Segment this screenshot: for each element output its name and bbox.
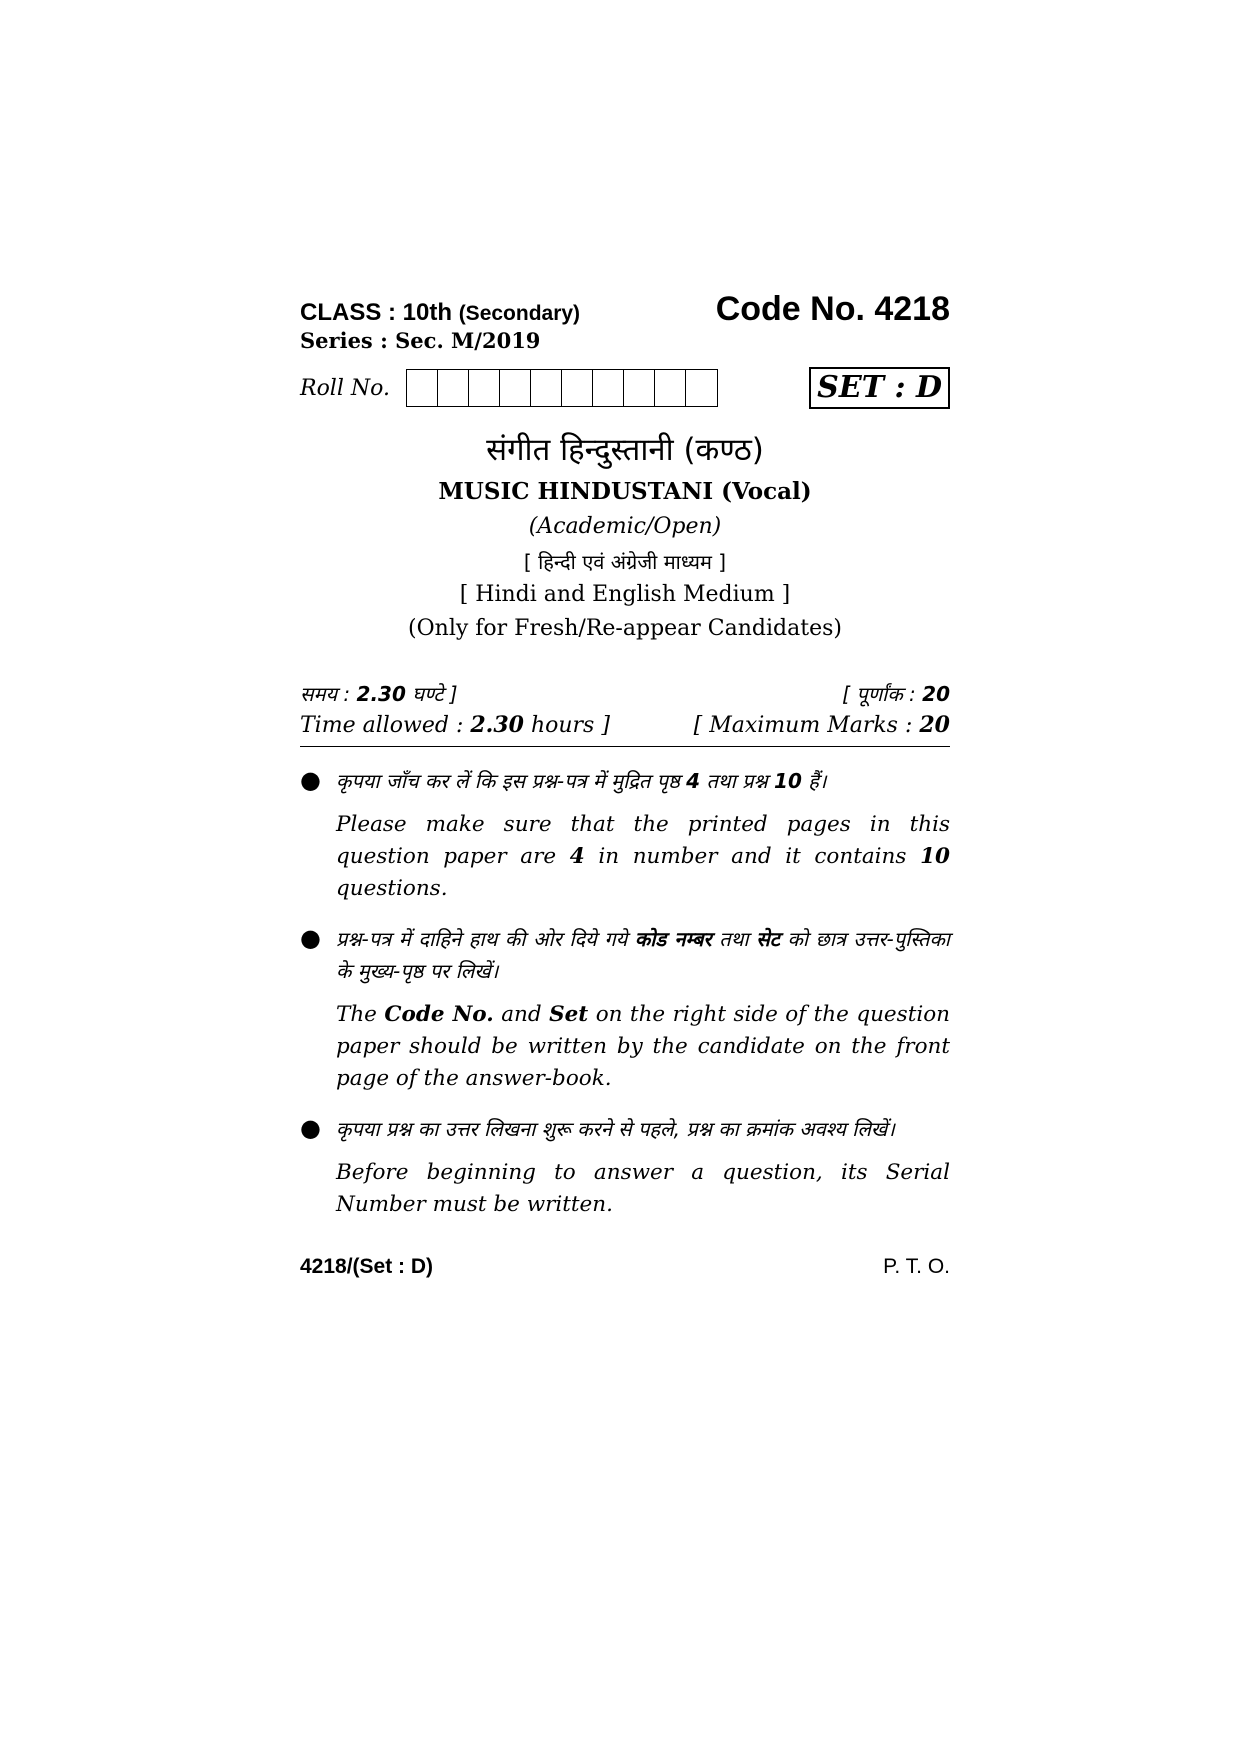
text-bold: 10 xyxy=(774,769,802,793)
roll-number-box xyxy=(655,370,686,406)
bullet-icon: ● xyxy=(300,1114,321,1142)
bullet-icon: ● xyxy=(300,924,321,952)
instruction-hindi: कृपया प्रश्न का उत्तर लिखना शुरू करने से पहले, प्रश्न का क्रमांक अवश्य लिखें। xyxy=(336,1117,895,1141)
text-part: प्रश्न-पत्र में दाहिने हाथ की ओर दिये गये xyxy=(336,927,635,951)
text-part: and xyxy=(493,1002,550,1027)
stream-label: (Academic/Open) xyxy=(528,514,722,539)
marks-prefix: [ Maximum Marks : xyxy=(693,713,920,738)
series-label: Series : Sec. M/2019 xyxy=(300,328,541,353)
roll-number-box xyxy=(624,370,655,406)
marks-english xyxy=(694,712,950,744)
class-label xyxy=(300,299,580,327)
text-bold: कोड नम्बर xyxy=(634,927,712,951)
text-bold: 4 xyxy=(686,769,701,793)
instruction-item xyxy=(300,923,950,1113)
roll-number-box xyxy=(593,370,624,406)
text-bold: सेट xyxy=(756,927,780,951)
exam-cover-page xyxy=(300,290,950,1279)
roll-number-box xyxy=(469,370,500,406)
code-number: Code No. 4218 xyxy=(715,290,950,328)
time-english xyxy=(300,712,610,744)
roll-number-box xyxy=(686,370,717,406)
roll-number-box xyxy=(531,370,562,406)
text-part: तथा प्रश्न xyxy=(700,769,775,793)
instruction-english xyxy=(336,999,950,1095)
set-badge: SET : D xyxy=(809,367,950,409)
time-hindi-suffix: घण्टे ] xyxy=(405,682,458,706)
time-row-hindi xyxy=(300,680,950,712)
roll-number-boxes xyxy=(406,369,718,407)
subject-title-hindi: संगीत हिन्दुस्तानी (कण्ठ) xyxy=(486,432,764,468)
instruction-hindi xyxy=(336,765,950,797)
text-part: questions. xyxy=(336,876,448,901)
text-bold: Set xyxy=(549,1002,589,1027)
class-text: CLASS : 10th xyxy=(300,299,453,326)
medium-hindi: [ हिन्दी एवं अंग्रेजी माध्यम ] xyxy=(523,550,727,574)
page-footer xyxy=(300,1255,950,1279)
marks-hindi-value: 20 xyxy=(922,682,950,706)
subject-title-english: MUSIC HINDUSTANI (Vocal) xyxy=(438,478,812,505)
roll-label: Roll No. xyxy=(300,375,390,401)
text-part: The xyxy=(336,1002,385,1027)
medium-english: [ Hindi and English Medium ] xyxy=(459,582,791,607)
footer-code: 4218/(Set : D) xyxy=(300,1255,434,1278)
time-prefix: Time allowed : xyxy=(300,713,471,738)
text-part: तथा xyxy=(711,927,757,951)
text-bold: Code No. xyxy=(384,1002,494,1027)
time-hindi-value: 2.30 xyxy=(356,682,406,706)
text-part: कृपया जाँच कर लें कि इस प्रश्न-पत्र में मुद्रित पृष्ठ xyxy=(336,769,687,793)
instruction-item xyxy=(300,1113,950,1239)
roll-number-group xyxy=(300,369,718,407)
instruction-text xyxy=(336,923,950,1113)
time-row-english xyxy=(300,712,950,744)
text-part: को छात्र उत्तर-पुस्तिका के मुख्य-पृष्ठ पर लिखें। xyxy=(336,927,950,983)
instruction-english: Before beginning to answer a question, its Serial Number must be written. xyxy=(336,1160,950,1217)
roll-number-box xyxy=(562,370,593,406)
candidates-note: (Only for Fresh/Re-appear Candidates) xyxy=(408,616,842,641)
instructions-list xyxy=(300,765,950,1239)
marks-hindi xyxy=(842,680,950,712)
text-part: in number and it contains xyxy=(584,844,921,869)
time-suffix: hours ] xyxy=(523,713,610,738)
marks-value: 20 xyxy=(919,712,950,738)
text-part: on the right side of the question paper should be written by the candidate on the front page of the answer-book. xyxy=(336,1002,950,1091)
time-hindi xyxy=(300,680,458,712)
roll-number-box xyxy=(407,370,438,406)
roll-row xyxy=(300,368,950,408)
time-hindi-prefix: समय : xyxy=(300,682,357,706)
roll-number-box xyxy=(438,370,469,406)
footer-pto: P. T. O. xyxy=(883,1255,950,1278)
marks-hindi-prefix: [ पूर्णांक : xyxy=(842,682,923,706)
instruction-text xyxy=(336,1113,950,1239)
instruction-item xyxy=(300,765,950,923)
text-part: Please make sure that the printed pages in this question paper are xyxy=(336,812,950,869)
bullet-icon: ● xyxy=(300,766,321,794)
class-sub: (Secondary) xyxy=(458,302,581,325)
instruction-english xyxy=(336,809,950,905)
text-part: हैं। xyxy=(801,769,827,793)
text-bold: 10 xyxy=(920,844,950,869)
header-row xyxy=(300,290,950,332)
text-bold: 4 xyxy=(569,844,585,869)
instruction-hindi xyxy=(336,923,950,987)
roll-number-box xyxy=(500,370,531,406)
instruction-text xyxy=(336,765,950,923)
time-value: 2.30 xyxy=(470,712,524,738)
time-marks-block xyxy=(300,680,950,747)
